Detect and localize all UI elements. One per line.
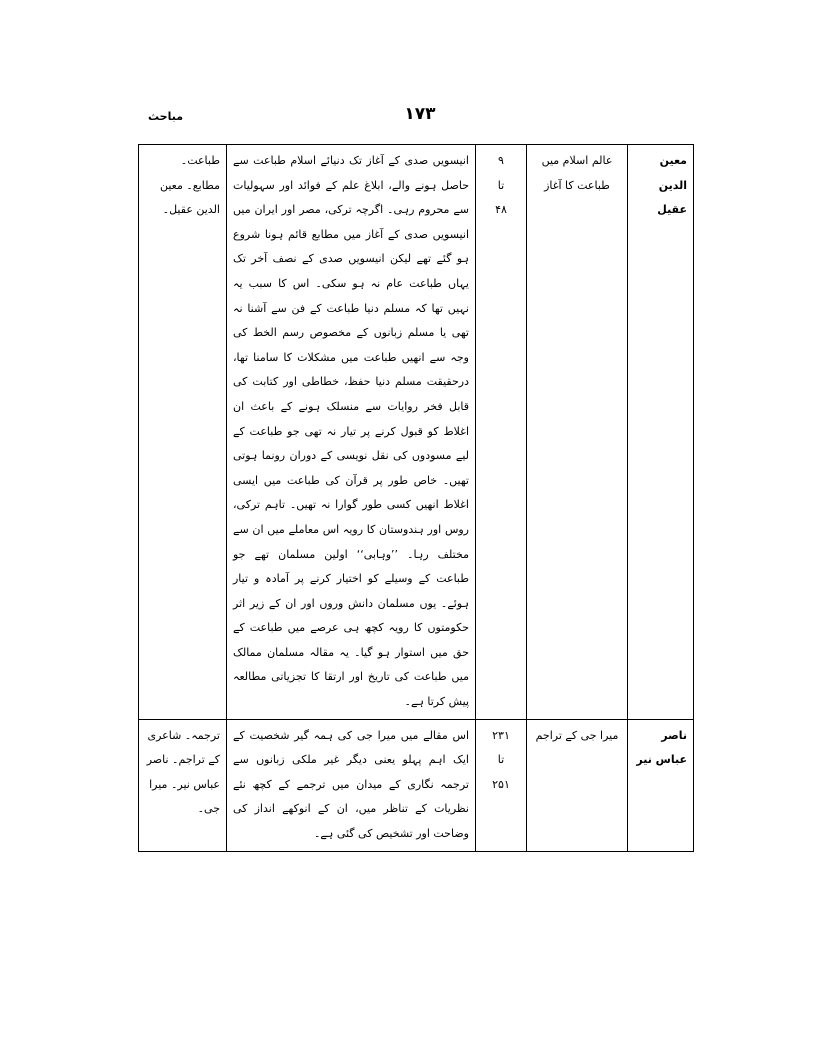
title-cell: عالم اسلام میں طباعت کا آغاز: [527, 145, 628, 720]
title-cell: میرا جی کے تراجم: [527, 719, 628, 851]
journal-name: مباحث: [148, 110, 184, 123]
page-separator: تا: [497, 753, 505, 767]
pages-cell: [476, 719, 527, 851]
summary-cell: انیسویں صدی کے آغاز تک دنیائے اسلام طباعت سے حاصل ہونے والے، ابلاغ علم کے فوائد اور سہولیات سے محروم رہی۔ اگرچہ ترکی، مصر اور ایران میں انیسویں صدی کے آغاز میں مطابع قائم ہونا شروع ہو گئے تھے لیکن انیسویں صدی کے نصف آخر تک یہاں طباعت عام نہ ہو سکی۔ اس کا سبب یہ نہیں تھا کہ مسلم دنیا طباعت کے فن سے آشنا نہ تھی یا مسلم زبانوں کے مخصوص رسم الخط کی وجہ سے انھیں طباعت میں مشکلات کا سامنا تھا، درحقیقت مسلم دنیا حفظ، خطاطی اور کتابت کی قابل فخر روایات سے منسلک ہونے کے باعث ان اغلاط کو قبول کرنے پر تیار نہ تھی جو طباعت کے لیے مسودوں کی نقل نویسی کے دوران رونما ہوتی تھیں۔ خاص طور پر قرآن کی طباعت میں ایسی اغلاط انھیں کسی طور گوارا نہ تھیں۔ تاہم ترکی، روس اور ہندوستان کا رویہ اس معاملے میں ان سے مختلف رہا۔ ’’وہابی‘‘ اولین مسلمان تھے جو طباعت کے وسیلے کو اختیار کرنے پر آمادہ و تیار ہوئے۔ یوں مسلمان دانش وروں اور ان کے زیر اثر حکومتوں کا رویہ کچھ ہی عرصے میں طباعت کے حق میں استوار ہو گیا۔ یہ مقالہ مسلمان ممالک میں طباعت کی تاریخ اور ارتقا کا تجزیاتی مطالعہ پیش کرتا ہے۔: [227, 145, 476, 720]
page-number: ۱۷۳: [404, 104, 436, 124]
pages-cell: [476, 145, 527, 720]
table-row: [139, 719, 694, 851]
article-index-table: [138, 144, 694, 852]
page-separator: تا: [497, 178, 505, 192]
summary-cell: اس مقالے میں میرا جی کی ہمہ گیر شخصیت کے ایک اہم پہلو یعنی دیگر غیر ملکی زبانوں سے ترجمہ نگاری کے میدان میں ترجمے کے کچھ نئے نظریات کے تناظر میں، ان کے انوکھے انداز کی وضاحت اور تشخیص کی گئی ہے۔: [227, 719, 476, 851]
author-cell: ناصر عباس نیر: [628, 719, 694, 851]
page-start: ۲۳۱: [492, 728, 510, 742]
page-end: ۲۵۱: [492, 777, 510, 791]
table-row: [139, 145, 694, 720]
author-cell: معین الدین عقیل: [628, 145, 694, 720]
keywords-cell: طباعت۔ مطابع۔ معین الدین عقیل۔: [139, 145, 227, 720]
page-end: ۴۸: [495, 203, 507, 217]
page-start: ۹: [498, 154, 504, 167]
keywords-cell: ترجمہ۔ شاعری کے تراجم۔ ناصر عباس نیر۔ میرا جی۔: [139, 719, 227, 851]
